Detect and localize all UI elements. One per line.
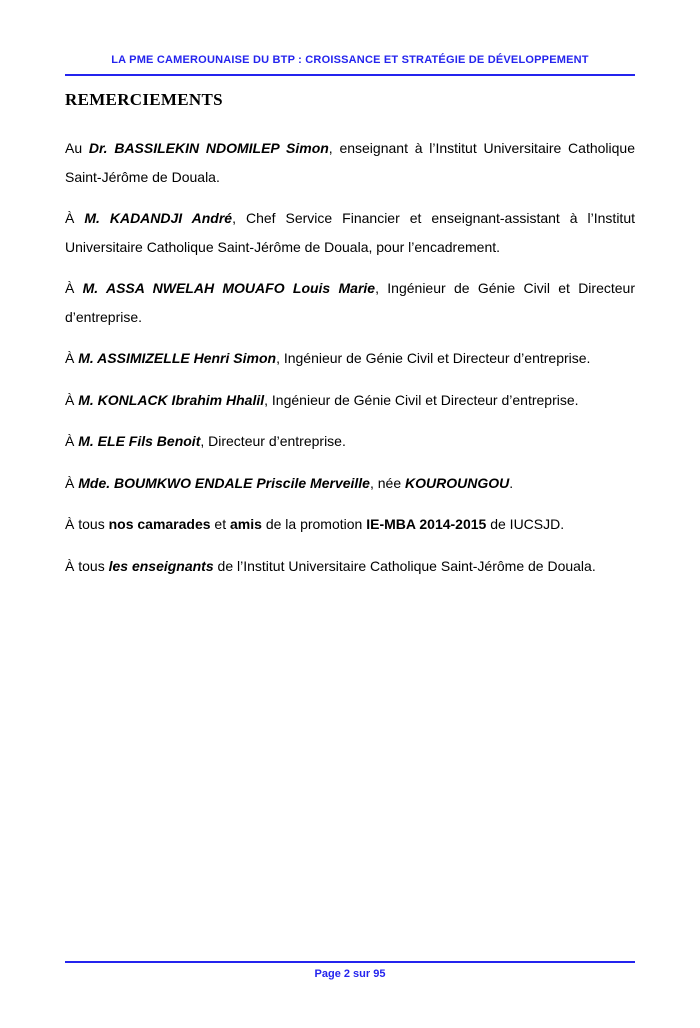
text-segment: , Directeur d’entreprise.	[200, 433, 346, 449]
text-segment: et	[210, 516, 231, 532]
document-body	[65, 90, 635, 580]
text-segment: , enseignant à l’Institut Universitaire Catholique Saint-Jérôme de Douala.	[65, 140, 635, 185]
paragraph	[65, 510, 635, 539]
text-segment: Dr. BASSILEKIN NDOMILEP Simon	[88, 140, 329, 156]
text-segment: À	[65, 433, 79, 449]
text-segment: de IUCSJD.	[486, 516, 565, 532]
text-segment: M. ASSIMIZELLE Henri Simon	[78, 350, 277, 366]
text-segment: KOUROUNGOU	[405, 474, 510, 491]
header-divider	[65, 74, 635, 76]
text-segment: , Ingénieur de Génie Civil et Directeur d’entreprise.	[276, 350, 591, 366]
section-heading: REMERCIEMENTS	[65, 90, 223, 109]
text-segment: À	[65, 210, 85, 226]
paragraph-list	[65, 134, 635, 580]
paragraph	[65, 204, 635, 261]
text-segment: de la promotion	[261, 516, 367, 532]
text-segment: amis	[230, 516, 262, 532]
text-segment: de l’Institut Universitaire Catholique Saint-Jérôme de Douala.	[213, 557, 596, 574]
text-segment: Mde. BOUMKWO ENDALE Priscile Merveille	[78, 474, 370, 491]
text-segment: , Chef Service Financier et enseignant-assistant à l’Institut Universitaire Catholique Saint-Jérôme de Douala, pour l’encadrement.	[65, 210, 635, 255]
paragraph	[65, 134, 635, 191]
text-segment: M. KADANDJI André	[84, 210, 233, 226]
text-segment: À	[65, 280, 83, 296]
running-header-title: LA PME CAMEROUNAISE DU BTP : CROISSANCE ET STRATÉGIE DE DÉVELOPPEMENT	[111, 54, 589, 66]
text-segment: , née	[369, 474, 405, 491]
paragraph	[65, 469, 635, 498]
text-segment: À	[65, 391, 79, 408]
text-segment: À tous	[65, 516, 109, 532]
footer-divider	[65, 961, 635, 963]
text-segment: M. KONLACK Ibrahim Hhalil	[78, 391, 265, 408]
text-segment: Au	[65, 140, 89, 156]
text-segment: .	[509, 474, 514, 491]
text-segment: les enseignants	[108, 557, 214, 574]
document-footer	[65, 961, 635, 980]
text-segment: , Ingénieur de Génie Civil et Directeur d’entreprise.	[65, 280, 635, 325]
text-segment: M. ELE Fils Benoit	[78, 433, 201, 449]
text-segment: M. ASSA NWELAH MOUAFO Louis Marie	[82, 280, 376, 296]
text-segment: IE-MBA 2014-2015	[366, 516, 487, 532]
paragraph	[65, 427, 635, 456]
text-segment: À	[65, 474, 79, 491]
text-segment: nos camarades	[108, 516, 211, 532]
text-segment: , Ingénieur de Génie Civil et Directeur d’entreprise.	[264, 391, 579, 408]
paragraph	[65, 274, 635, 331]
document-header	[65, 54, 635, 76]
text-segment: À tous	[65, 557, 109, 574]
text-segment: À	[65, 350, 79, 366]
paragraph	[65, 344, 635, 373]
paragraph	[65, 386, 635, 415]
page-number: Page 2 sur 95	[314, 968, 386, 980]
paragraph	[65, 552, 635, 581]
